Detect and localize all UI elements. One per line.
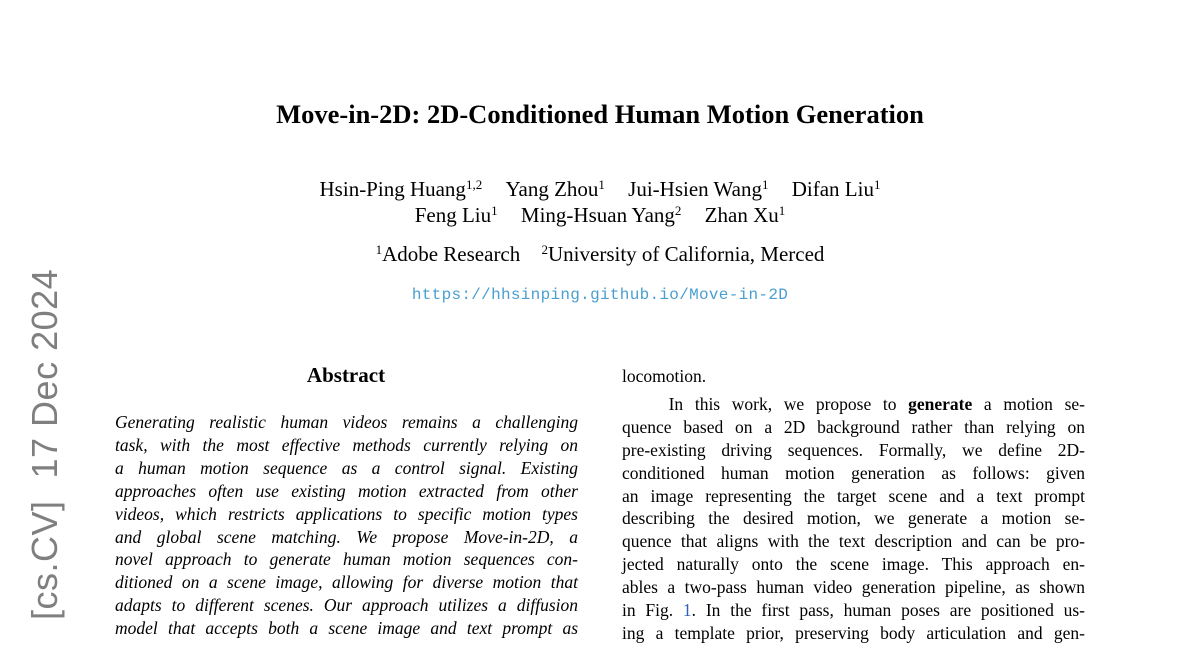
intro-line: an image representing the target scene and a text prompt xyxy=(622,485,1085,506)
author: Jui-Hsien Wang$^1$ xyxy=(628,177,769,201)
abstract-line: videos, which restricts applications to specific motion types xyxy=(115,503,578,524)
abstract-line: Generating realistic human videos remains a challenging xyxy=(115,412,578,432)
intro-line: ables a two-pass human video generation pipeline, as shown xyxy=(622,577,1085,598)
paper-title: Move-in-2D: 2D-Conditioned Human Motion Generation xyxy=(276,99,924,129)
abstract-heading: Abstract xyxy=(306,363,386,387)
intro-line: quence based on a 2D background rather than relying on xyxy=(622,416,1085,437)
intro-line: jected naturally onto the scene image. This approach en- xyxy=(622,554,1085,575)
author-line-2 xyxy=(0,202,1200,228)
abstract-line: adapts to different scenes. Our approach utilizes a diffusion xyxy=(115,595,578,616)
affiliation: $^1$Adobe Research xyxy=(375,242,521,266)
intro-line: ing a template prior, preserving body articulation and gen- xyxy=(622,622,1085,643)
intro-carry-line: locomotion. xyxy=(622,366,707,386)
intro-line: pre-existing driving sequences. Formally, we define 2D- xyxy=(622,439,1085,460)
intro-paragraph xyxy=(622,393,1085,645)
author-line-1 xyxy=(0,176,1200,202)
author: Ming-Hsuan Yang$^2$ xyxy=(520,203,682,227)
abstract-line: ditioned on a scene image, allowing for diverse motion that xyxy=(115,572,578,593)
abstract-line: novel approach to generate human motion sequences con- xyxy=(115,549,578,570)
affiliation: $^2$University of California, Merced xyxy=(541,242,825,266)
intro-line: quence that aligns with the text description and can be pro- xyxy=(622,531,1085,552)
author-list xyxy=(0,176,1200,228)
abstract-line: approaches often use existing motion extracted from other xyxy=(115,480,578,501)
abstract-line: task, with the most effective methods currently relying on xyxy=(115,434,578,455)
author: Difan Liu$^1$ xyxy=(791,177,881,201)
arxiv-category: [cs.CV] xyxy=(24,500,65,620)
introduction-column xyxy=(622,365,1085,645)
arxiv-stamp xyxy=(20,268,70,620)
figure-ref-link[interactable]: 1 xyxy=(682,600,692,621)
arxiv-date: 17 Dec 2024 xyxy=(24,268,65,479)
intro-line: in Fig. 1. In the first pass, human poses are positioned us- xyxy=(622,600,1085,621)
abstract-body xyxy=(115,411,578,640)
intro-line: In this work, we propose to generate a motion se- xyxy=(668,393,1085,414)
abstract-line: and global scene matching. We propose Move-in-2D, a xyxy=(115,526,578,547)
abstract-line: a human motion sequence as a control signal. Existing xyxy=(115,457,578,478)
author: Yang Zhou$^1$ xyxy=(505,177,605,201)
intro-line: describing the desired motion, we generate a motion se- xyxy=(622,508,1085,529)
author: Zhan Xu$^1$ xyxy=(704,203,786,227)
author: Feng Liu$^1$ xyxy=(414,203,498,227)
intro-line: conditioned human motion generation as follows: given xyxy=(622,462,1085,483)
author: Hsin-Ping Huang$^{1,2}$ xyxy=(319,177,483,201)
abstract-line: model that accepts both a scene image and text prompt as xyxy=(115,618,578,639)
affiliations xyxy=(0,242,1200,267)
project-url-link[interactable]: https://hhsinping.github.io/Move-in-2D xyxy=(411,286,789,304)
